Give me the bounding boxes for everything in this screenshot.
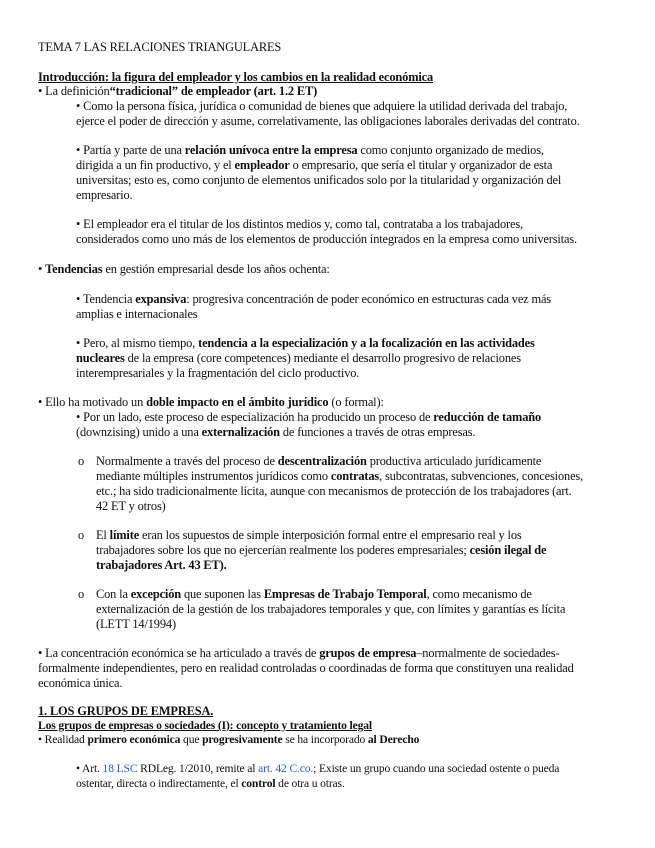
bold-text: expansiva [135, 292, 187, 306]
text: de la empresa (core competences) mediante el desarrollo progresivo de relaciones [124, 351, 521, 365]
text: La definición [45, 84, 110, 98]
bold-text: límite [109, 528, 140, 542]
bold-text: relación unívoca entre la empresa [184, 143, 358, 157]
bullet-trends [38, 262, 330, 277]
bold-text: externalización [201, 425, 280, 439]
text: etc.; ha sido tradicionalmente lícita, aunque con mecanismos de protección de los trabajadores (art. [96, 484, 572, 498]
bold-text: doble impacto en el ámbito jurídico [146, 395, 329, 409]
bullet: • [38, 733, 42, 746]
bold-text: empleador [234, 158, 290, 172]
text: Tendencia [82, 292, 136, 306]
list-marker: o [78, 587, 85, 601]
text: 42 ET y otros) [96, 499, 166, 513]
bold-text: progresivamente [202, 733, 283, 746]
bold-text: al Derecho [367, 733, 420, 746]
bold-text: trabajadores Art. 43 ET). [96, 558, 227, 572]
bullet: • [76, 336, 81, 350]
text: –normalmente de sociedades- [416, 646, 560, 660]
bold-text: “tradicional” de empleador (art. 1.2 ET) [109, 84, 318, 98]
text: trabajadores sobre los que no ejercerían realmente los poderes empresariales; [96, 543, 470, 557]
bold-text: contratas [330, 469, 380, 483]
text: que [180, 733, 203, 746]
text: universitas; esto es, como conjunto de elementos unificados solo por la titularidad y organización del [76, 173, 562, 187]
text: Por un lado, este proceso de especialización ha producido un proceso de [83, 410, 434, 424]
text: considerados como uno más de los elementos de producción integrados en la empresa como universitas. [76, 232, 577, 246]
bullet: • [76, 292, 81, 306]
text: amplias e internacionales [76, 307, 198, 321]
text: ; Existe un grupo cuando una sociedad ostente o pueda [313, 762, 560, 775]
text: externalización de la gestión de los trabajadores temporales y que, con límites y garantías es lícita [96, 602, 566, 616]
bold-text: primero económica [87, 733, 181, 746]
bullet: • [38, 646, 43, 660]
intro-heading: Introducción: la figura del empleador y los cambios en la realidad económica [38, 70, 434, 84]
text: mediante múltiples instrumentos jurídicos como [96, 469, 331, 483]
bullet: • [76, 762, 80, 775]
text: de funciones a través de otras empresas. [279, 425, 476, 439]
list-marker: o [78, 528, 85, 542]
text: ostentar, directa o indirectamente, el [76, 777, 242, 790]
text: ejerce el poder de dirección y asume, correlativamente, las obligaciones laborales derivadas del contrato. [76, 114, 580, 128]
text: RDLeg. 1/2010, remite al [137, 762, 259, 775]
text: Pero, al mismo tiempo, [83, 336, 199, 350]
text: (LETT 14/1994) [96, 617, 176, 631]
list-marker: o [78, 454, 85, 468]
link-art-42-cco[interactable]: art. 42 C.co. [258, 762, 314, 775]
section-subheading: Los grupos de empresas o sociedades (I): concepto y tratamiento legal [38, 719, 372, 732]
bold-text: descentralización [277, 454, 367, 468]
text: Como la persona física, jurídica o comunidad de bienes que adquiere la utilidad derivada del trabajo, [83, 99, 568, 113]
text: dirigida a un fin productivo, y el [76, 158, 235, 172]
text: se ha incorporado [282, 733, 368, 746]
bullet: • [76, 99, 81, 113]
text: productiva articulado jurídicamente [366, 454, 542, 468]
text: eran los supuestos de simple interposición formal entre el empresario real y los [139, 528, 522, 542]
bold-text: nucleares [76, 351, 125, 365]
bold-text: cesión ilegal de [469, 543, 547, 557]
text: (o formal): [328, 395, 384, 409]
text: interempresariales y la fragmentación del ciclo productivo. [76, 366, 360, 380]
text: , como mecanismo de [426, 587, 532, 601]
bullet: • [76, 410, 81, 424]
text: Con la [96, 587, 131, 601]
text: (downzising) unido a una [76, 425, 202, 439]
link-18-lsc[interactable]: 18 LSC [102, 762, 138, 775]
text: El [96, 528, 110, 542]
bullet: • [38, 84, 43, 98]
bold-text: grupos de empresa [319, 646, 417, 660]
text: empresario. [76, 188, 133, 202]
bullet-economic-reality [38, 732, 419, 747]
text: Art. [82, 762, 103, 775]
bold-text: excepción [130, 587, 182, 601]
text: Partía y parte de una [83, 143, 185, 157]
text: o empresario, que sería el titular y organizador de esta [289, 158, 553, 172]
bullet: • [76, 217, 81, 231]
text: : progresiva concentración de poder económico en estructuras cada vez más [186, 292, 551, 306]
text: Normalmente a través del proceso de [96, 454, 278, 468]
text: como conjunto organizado de medios, [357, 143, 544, 157]
bold-text: control [241, 777, 276, 790]
bold-text: Tendencias [45, 262, 103, 276]
bullet-traditional-definition [38, 84, 317, 99]
text: , subcontratas, subvenciones, concesiones, [379, 469, 584, 483]
bullet: • [76, 143, 81, 157]
document-title: TEMA 7 LAS RELACIONES TRIANGULARES [38, 40, 282, 54]
text: La concentración económica se ha articulado a través de [45, 646, 320, 660]
text: de otra u otras. [275, 777, 345, 790]
text: formalmente independientes, pero en realidad controladas o coordinadas de forma que constituyen una realidad [38, 661, 574, 675]
section-heading: 1. LOS GRUPOS DE EMPRESA. [38, 704, 214, 718]
text: Ello ha motivado un [45, 395, 147, 409]
bold-text: tendencia a la especialización y a la focalización en las actividades [198, 336, 535, 350]
text: económica única. [38, 676, 123, 690]
bold-text: Empresas de Trabajo Temporal [263, 587, 427, 601]
text: en gestión empresarial desde los años ochenta: [102, 262, 330, 276]
bold-text: reducción de tamaño [433, 410, 542, 424]
bullet: • [38, 262, 43, 276]
text: El empleador era el titular de los distintos medios y, como tal, contrataba a los trabajadores, [83, 217, 523, 231]
bullet-double-impact [38, 395, 384, 410]
text: Realidad [44, 733, 88, 746]
bullet: • [38, 395, 43, 409]
text: que suponen las [181, 587, 264, 601]
